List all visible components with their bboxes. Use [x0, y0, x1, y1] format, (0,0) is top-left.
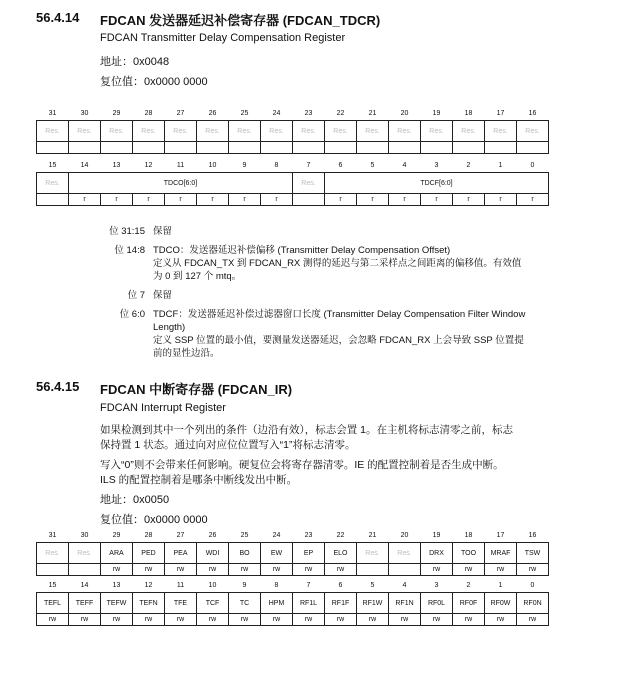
field-name: WDI: [197, 543, 229, 564]
access-cell: [261, 142, 293, 154]
access-cell: [357, 564, 389, 576]
ir-high-bits-table: [36, 528, 549, 576]
access-cell: rw: [421, 564, 453, 576]
field-name: RF1L: [293, 593, 325, 614]
access-cell: rw: [69, 614, 101, 626]
bit-number: 14: [80, 161, 89, 169]
field-reserved: Res.: [69, 121, 101, 142]
section-number: 56.4.15: [36, 379, 80, 394]
access-cell: rw: [133, 564, 165, 576]
bit-range: 位 6:0: [119, 309, 145, 320]
access-cell: r: [133, 194, 165, 206]
bit-number: 31: [48, 109, 57, 117]
bit-number: 30: [80, 531, 89, 539]
access-cell: [389, 142, 421, 154]
bit-number: 11: [176, 161, 185, 169]
bit-number: 0: [530, 161, 535, 169]
field-name: BO: [229, 543, 261, 564]
field-name: RF1N: [389, 593, 421, 614]
access-cell: rw: [133, 614, 165, 626]
bit-number: 3: [434, 581, 439, 589]
access-cell: rw: [293, 614, 325, 626]
register-address: 地址：0x0048: [100, 56, 170, 68]
field-name: RF0N: [517, 593, 549, 614]
access-cell: rw: [261, 564, 293, 576]
register-reset-value: 复位值：0x0000 0000: [100, 514, 208, 526]
field-name: TEFN: [133, 593, 165, 614]
bit-number: 26: [208, 109, 217, 117]
field-name: TFE: [165, 593, 197, 614]
field-name: ARA: [101, 543, 133, 564]
access-cell: [517, 142, 549, 154]
access-cell: rw: [325, 564, 357, 576]
access-cell: rw: [197, 614, 229, 626]
access-cell: [37, 142, 69, 154]
access-cell: rw: [389, 614, 421, 626]
bit-number: 25: [240, 531, 249, 539]
field-reserved: Res.: [325, 121, 357, 142]
access-cell: r: [101, 194, 133, 206]
access-cell: [357, 142, 389, 154]
access-cell: rw: [517, 614, 549, 626]
access-cell: r: [197, 194, 229, 206]
bit-number: 27: [176, 531, 185, 539]
field-reserved: Res.: [389, 121, 421, 142]
field-reserved: Res.: [37, 121, 69, 142]
section-number: 56.4.14: [36, 10, 80, 25]
bit-number: 10: [208, 161, 217, 169]
access-cell: [389, 564, 421, 576]
access-cell: r: [485, 194, 517, 206]
bit-number: 9: [242, 581, 247, 589]
bit-number: 28: [144, 531, 153, 539]
access-cell: rw: [165, 614, 197, 626]
bit-number: 18: [464, 531, 473, 539]
bit-number: 4: [402, 161, 407, 169]
bit-number: 13: [112, 161, 121, 169]
register-subtitle: FDCAN Interrupt Register: [100, 402, 226, 414]
field-reserved: Res.: [517, 121, 549, 142]
field-name: RF0F: [453, 593, 485, 614]
access-cell: rw: [165, 564, 197, 576]
field-name: Res.: [69, 543, 101, 564]
bit-number: 11: [176, 581, 185, 589]
bit-number: 16: [528, 531, 537, 539]
bit-number: 29: [112, 531, 121, 539]
bit-number: 8: [274, 581, 279, 589]
bit-range: 位 31:15: [109, 226, 145, 237]
bit-desc-text: 保留: [153, 290, 173, 301]
bit-number: 12: [144, 581, 153, 589]
description-paragraph: 如果检测到其中一个列出的条件（边沿有效），标志会置 1。在主机将标志清零之前，标志 保持置 1 状态。通过向对应位位置写入“1”将标志清零。: [100, 424, 514, 451]
field-name: DRX: [421, 543, 453, 564]
access-cell: rw: [229, 614, 261, 626]
access-cell: r: [389, 194, 421, 206]
access-cell: [293, 142, 325, 154]
bit-number: 30: [80, 109, 89, 117]
access-cell: [165, 142, 197, 154]
bit-number: 13: [112, 581, 121, 589]
bit-number: 5: [370, 161, 375, 169]
bit-number: 12: [144, 161, 153, 169]
access-cell: rw: [101, 564, 133, 576]
access-cell: [485, 142, 517, 154]
field-name: TSW: [517, 543, 549, 564]
bit-number: 3: [434, 161, 439, 169]
field-name: RF1F: [325, 593, 357, 614]
bit-number: 22: [336, 531, 345, 539]
field-reserved: Res.: [485, 121, 517, 142]
bit-number: 8: [274, 161, 279, 169]
section-title: FDCAN 中断寄存器 (FDCAN_IR): [100, 382, 293, 397]
field-name: RF0W: [485, 593, 517, 614]
bit-number: 14: [80, 581, 89, 589]
field-name: MRAF: [485, 543, 517, 564]
access-cell: rw: [485, 564, 517, 576]
bit-number: 28: [144, 109, 153, 117]
field-reserved: Res.: [133, 121, 165, 142]
field-name: Res.: [37, 543, 69, 564]
field-name: Res.: [389, 543, 421, 564]
field-reserved: Res.: [197, 121, 229, 142]
bit-number: 31: [48, 531, 57, 539]
access-cell: rw: [421, 614, 453, 626]
access-cell: r: [421, 194, 453, 206]
access-cell: [69, 142, 101, 154]
access-cell: r: [69, 194, 101, 206]
bit-range: 位 7: [127, 290, 145, 301]
access-cell: rw: [517, 564, 549, 576]
bit-range: 位 14:8: [114, 245, 145, 256]
access-cell: [421, 142, 453, 154]
bit-number: 15: [48, 161, 57, 169]
field-reserved: Res.: [101, 121, 133, 142]
field-reserved: Res.: [261, 121, 293, 142]
access-cell: [69, 564, 101, 576]
register-address: 地址：0x0050: [100, 494, 170, 506]
bit-desc-text: TDCO：发送器延迟补偿偏移 (Transmitter Delay Compensation Offset) 定义从 FDCAN_TX 到 FDCAN_RX 测得的延迟与第二采样点之间距离的偏移值。有效值 为 0 到 127 个 mtq。: [153, 245, 522, 282]
access-cell: r: [325, 194, 357, 206]
bit-number: 18: [464, 109, 473, 117]
bit-number: 22: [336, 109, 345, 117]
bit-number: 9: [242, 161, 247, 169]
bit-number: 20: [400, 531, 409, 539]
field-name: EP: [293, 543, 325, 564]
bit-desc-text: 保留: [153, 226, 173, 237]
access-cell: rw: [197, 564, 229, 576]
section-title: FDCAN 发送器延迟补偿寄存器 (FDCAN_TDCR): [100, 13, 381, 28]
bit-number: 5: [370, 581, 375, 589]
bit-number: 21: [368, 109, 377, 117]
field-reserved: Res.: [229, 121, 261, 142]
access-cell: r: [261, 194, 293, 206]
bit-number: 29: [112, 109, 121, 117]
bit-desc-text: TDCF：发送器延迟补偿过滤器窗口长度 (Transmitter Delay Compensation Filter Window Length) 定义 SSP 位置的最小值，要测量发送器延迟，会忽略 FDCAN_RX 上会导致 SSP 位置提 前的显性边沿。: [153, 309, 526, 359]
access-cell: rw: [453, 614, 485, 626]
bit-number: 6: [338, 581, 343, 589]
access-cell: r: [229, 194, 261, 206]
access-cell: r: [357, 194, 389, 206]
bit-number: 27: [176, 109, 185, 117]
access-cell: rw: [325, 614, 357, 626]
access-cell: rw: [485, 614, 517, 626]
register-reset-value: 复位值：0x0000 0000: [100, 76, 208, 88]
access-cell: rw: [229, 564, 261, 576]
field-name: RF0L: [421, 593, 453, 614]
field-reserved: Res.: [165, 121, 197, 142]
field-name: RF1W: [357, 593, 389, 614]
bit-number: 10: [208, 581, 217, 589]
access-cell: [293, 194, 325, 206]
field-name: TEFW: [101, 593, 133, 614]
bit-number: 0: [530, 581, 535, 589]
field-tdcf: TDCF[6:0]: [325, 173, 549, 194]
field-reserved: Res.: [421, 121, 453, 142]
field-tdco: TDCO[6:0]: [69, 173, 293, 194]
field-name: Res.: [357, 543, 389, 564]
bit-number: 17: [496, 109, 505, 117]
access-cell: r: [517, 194, 549, 206]
field-name: TEFL: [37, 593, 69, 614]
field-reserved: Res.: [293, 173, 325, 194]
access-cell: [229, 142, 261, 154]
bit-number: 16: [528, 109, 537, 117]
access-cell: rw: [101, 614, 133, 626]
field-reserved: Res.: [293, 121, 325, 142]
access-cell: r: [453, 194, 485, 206]
bit-number: 20: [400, 109, 409, 117]
bit-number: 2: [466, 581, 471, 589]
access-cell: rw: [293, 564, 325, 576]
access-cell: [197, 142, 229, 154]
field-name: TEFF: [69, 593, 101, 614]
bit-number: 15: [48, 581, 57, 589]
register-subtitle: FDCAN Transmitter Delay Compensation Register: [100, 32, 346, 44]
field-name: TOO: [453, 543, 485, 564]
bit-number: 7: [306, 161, 311, 169]
bit-number: 23: [304, 109, 313, 117]
access-cell: rw: [261, 614, 293, 626]
description-paragraph: 写入“0”则不会带来任何影响。硬复位会将寄存器清零。IE 的配置控制着是否生成中断。 ILS 的配置控制着是哪条中断线发出中断。: [100, 459, 504, 486]
bit-number: 19: [432, 109, 441, 117]
bit-number: 7: [306, 581, 311, 589]
bit-number: 23: [304, 531, 313, 539]
bit-number: 21: [368, 531, 377, 539]
access-cell: r: [165, 194, 197, 206]
bit-number: 19: [432, 531, 441, 539]
access-cell: rw: [357, 614, 389, 626]
tdcr-low-bits-table: [36, 158, 549, 206]
field-name: HPM: [261, 593, 293, 614]
field-name: ELO: [325, 543, 357, 564]
field-name: TC: [229, 593, 261, 614]
access-cell: rw: [453, 564, 485, 576]
field-name: TCF: [197, 593, 229, 614]
access-cell: [325, 142, 357, 154]
field-name: EW: [261, 543, 293, 564]
bit-number: 24: [272, 531, 281, 539]
access-cell: [133, 142, 165, 154]
access-cell: [101, 142, 133, 154]
bit-number: 26: [208, 531, 217, 539]
bit-number: 25: [240, 109, 249, 117]
field-reserved: Res.: [357, 121, 389, 142]
access-cell: rw: [37, 614, 69, 626]
bit-number: 2: [466, 161, 471, 169]
bit-number: 6: [338, 161, 343, 169]
bit-number: 24: [272, 109, 281, 117]
bit-number: 17: [496, 531, 505, 539]
bit-number: 4: [402, 581, 407, 589]
field-name: PED: [133, 543, 165, 564]
field-reserved: Res.: [37, 173, 69, 194]
access-cell: [453, 142, 485, 154]
field-reserved: Res.: [453, 121, 485, 142]
tdcr-high-bits-table: [36, 106, 549, 154]
field-name: PEA: [165, 543, 197, 564]
bit-number: 1: [498, 581, 503, 589]
ir-low-bits-table: [36, 578, 549, 626]
bit-number: 1: [498, 161, 503, 169]
access-cell: [37, 194, 69, 206]
access-cell: [37, 564, 69, 576]
